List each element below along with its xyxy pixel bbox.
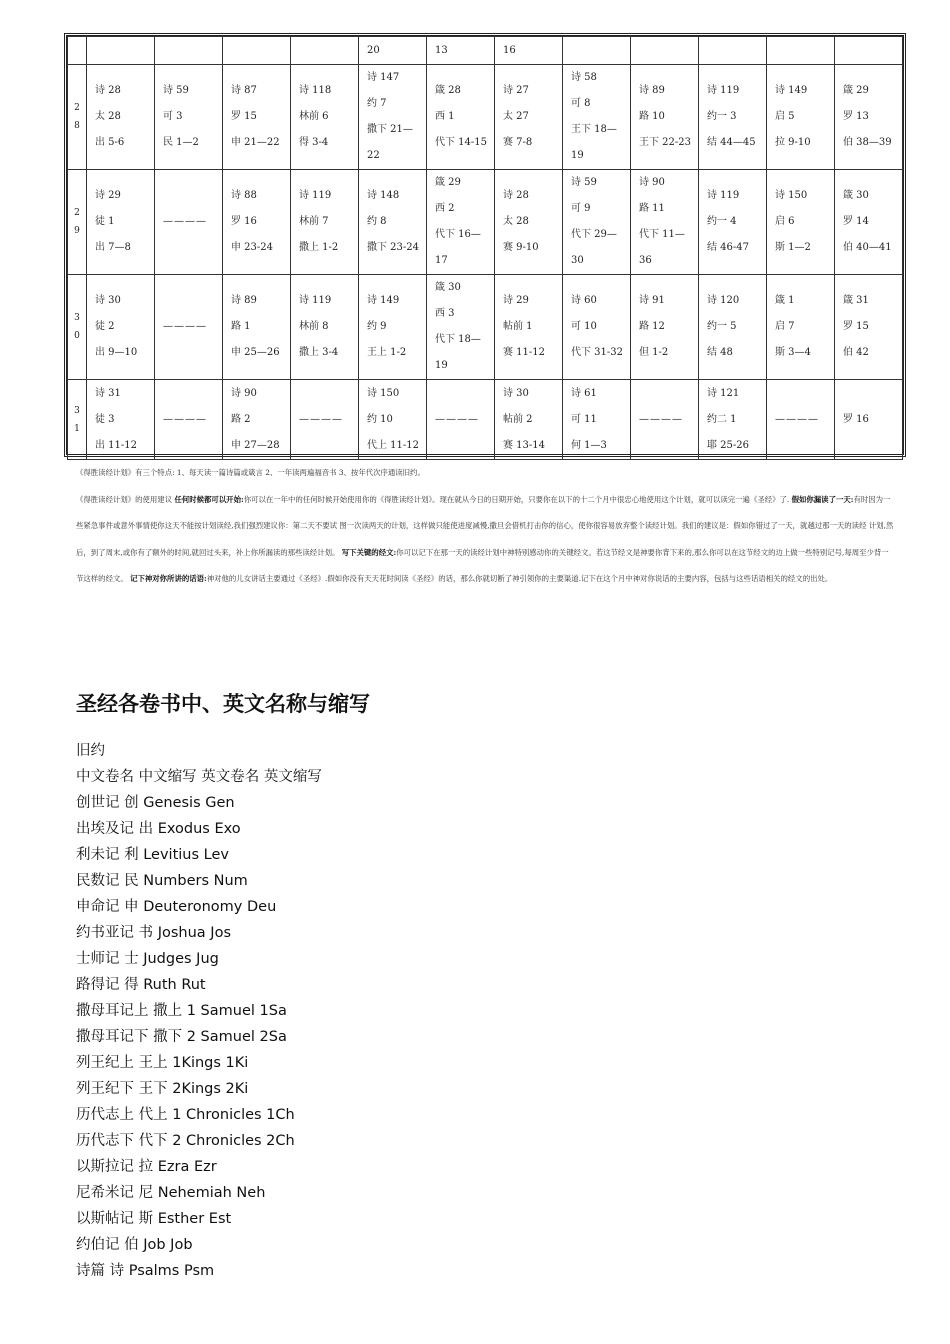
reading-line: 13 — [435, 44, 448, 56]
reading-cell — [223, 65, 291, 170]
book-chinese: 出埃及记 出 — [76, 821, 158, 837]
reading-line: 西 1 — [435, 111, 455, 122]
day-number: 2 8 — [68, 65, 87, 170]
book-chinese: 约书亚记 书 — [76, 925, 158, 941]
reading-line: 申 25—26 — [231, 347, 280, 358]
reading-line: 诗 89 — [639, 85, 665, 96]
reading-line: 罗 16 — [843, 413, 869, 425]
reading-cell — [359, 170, 427, 275]
reading-line: 约 7 — [367, 98, 387, 109]
reading-cell — [767, 380, 835, 460]
reading-cell — [699, 65, 767, 170]
reading-line: 箴 28 — [435, 85, 461, 96]
reading-cell — [223, 170, 291, 275]
reading-line: 徒 2 — [95, 321, 115, 332]
book-names-list — [76, 738, 322, 1284]
plan-row — [68, 275, 903, 380]
reading-cell — [699, 170, 767, 275]
reading-line: 箴 29 — [843, 85, 869, 96]
reading-line: 申 27—28 — [231, 439, 280, 451]
book-english: Exodus Exo — [157, 821, 241, 837]
reading-line: ———— — [163, 413, 207, 425]
reading-line: 箴 1 — [775, 295, 795, 306]
book-english: Esther Est — [157, 1211, 232, 1227]
list-header: 中文卷名 中文缩写 英文卷名 英文缩写 — [76, 769, 322, 785]
book-chinese: 士师记 士 — [76, 951, 144, 967]
reading-cell — [835, 37, 903, 65]
reading-line: 诗 91 — [639, 295, 665, 306]
reading-cell — [155, 275, 223, 380]
reading-line: 申 21—22 — [231, 137, 280, 148]
reading-line: 17 — [435, 255, 448, 266]
reading-line: 诗 28 — [503, 190, 529, 201]
reading-cell — [291, 65, 359, 170]
book-english: 2 Samuel 2Sa — [186, 1029, 287, 1045]
reading-line: 诗 27 — [503, 85, 529, 96]
reading-cell — [359, 37, 427, 65]
book-chinese: 民数记 民 — [76, 873, 144, 889]
start-anytime-text: 你可以在一年中的任何时候开始使用你的《得胜读经计划》。现在就从今日的日期开始，只要你在以下的十二个月中很忠心地使用这个计划，就可以读完一遍《圣经》了. — [243, 494, 792, 504]
reading-line: 路 12 — [639, 321, 665, 332]
reading-plan-table — [67, 36, 903, 460]
book-english: Nehemiah Neh — [157, 1185, 266, 1201]
reading-cell — [87, 380, 155, 460]
reading-line: 16 — [503, 44, 516, 56]
reading-line: 诗 29 — [95, 190, 121, 201]
reading-cell — [291, 37, 359, 65]
reading-line: 诗 149 — [367, 295, 400, 306]
reading-cell — [631, 170, 699, 275]
book-english: Ruth Rut — [143, 977, 206, 993]
reading-line: 罗 16 — [231, 216, 257, 227]
reading-line: 拉 9-10 — [775, 137, 811, 148]
reading-line: ———— — [775, 413, 819, 425]
reading-cell — [835, 170, 903, 275]
reading-cell — [631, 275, 699, 380]
reading-line: 西 2 — [435, 203, 455, 214]
book-row — [76, 1154, 322, 1180]
book-chinese: 以斯帖记 斯 — [76, 1211, 158, 1227]
reading-cell — [87, 275, 155, 380]
reading-cell — [699, 380, 767, 460]
reading-line: 出 7—8 — [95, 242, 131, 253]
reading-line: 帖前 1 — [503, 321, 533, 332]
reading-line: 代下 31-32 — [571, 347, 624, 358]
reading-cell — [495, 37, 563, 65]
reading-cell — [563, 380, 631, 460]
reading-line: 箴 30 — [435, 282, 461, 293]
reading-line: 王上 1-2 — [367, 347, 407, 358]
reading-cell — [87, 170, 155, 275]
reading-line: 路 10 — [639, 111, 665, 122]
section-title: 圣经各卷书中、英文名称与缩写 — [76, 692, 370, 716]
reading-line: 诗 118 — [299, 85, 332, 96]
day-number — [68, 37, 87, 65]
old-testament-label: 旧约 — [76, 743, 105, 759]
reading-cell — [223, 380, 291, 460]
reading-line: 路 11 — [639, 203, 665, 214]
reading-line: 诗 121 — [707, 387, 740, 399]
reading-line: 启 5 — [775, 111, 795, 122]
reading-line: 诗 28 — [95, 85, 121, 96]
reading-cell — [223, 275, 291, 380]
book-row — [76, 920, 322, 946]
reading-line: 诗 90 — [231, 387, 257, 399]
book-row — [76, 1102, 322, 1128]
reading-line: 诗 147 — [367, 72, 400, 83]
reading-line: 代下 11— — [639, 229, 685, 240]
reading-cell — [359, 65, 427, 170]
reading-line: 诗 60 — [571, 295, 597, 306]
reading-line: 太 28 — [95, 111, 121, 122]
reading-line: 19 — [435, 360, 448, 371]
reading-line: 约 9 — [367, 321, 387, 332]
book-english: Genesis Gen — [143, 795, 235, 811]
reading-line: 可 8 — [571, 98, 591, 109]
reading-line: 箴 30 — [843, 190, 869, 201]
book-english: 2 Chronicles 2Ch — [172, 1133, 295, 1149]
reading-line: 撒下 21— — [367, 124, 413, 135]
heading-key-verses: 写下关键的经文: — [341, 547, 397, 557]
reading-cell — [223, 37, 291, 65]
book-row — [76, 1232, 322, 1258]
record-words-text: 神对他的儿女讲话主要通过《圣经》.假如你没有天天花时间读《圣经》的话，那么你就切断了神引领你的主要渠道.记下在这个月中神对你说话的主要内容，包括与这些话语相关的经文的出处。 — [206, 574, 833, 583]
heading-record-words: 记下神对你所讲的话语: — [130, 574, 207, 583]
reading-line: 启 7 — [775, 321, 795, 332]
reading-line: ———— — [299, 413, 343, 425]
reading-line: 约一 5 — [707, 321, 737, 332]
reading-line: 诗 89 — [231, 295, 257, 306]
reading-cell — [767, 65, 835, 170]
reading-line: 约 8 — [367, 216, 387, 227]
reading-line: 赛 13-14 — [503, 439, 546, 451]
plan-row — [68, 380, 903, 460]
reading-cell — [767, 275, 835, 380]
day-number: 3 1 — [68, 380, 87, 460]
book-row — [76, 790, 322, 816]
reading-line: 撒下 23-24 — [367, 242, 420, 253]
reading-cell — [87, 37, 155, 65]
reading-line: 但 1-2 — [639, 347, 669, 358]
reading-line: 诗 61 — [571, 387, 597, 399]
reading-cell — [835, 380, 903, 460]
book-chinese: 创世记 创 — [76, 795, 144, 811]
book-chinese: 撒母耳记上 撒上 — [76, 1003, 187, 1019]
book-row — [76, 842, 322, 868]
book-english: Psalms Psm — [128, 1263, 215, 1279]
book-english: 1 Samuel 1Sa — [186, 1003, 287, 1019]
book-english: Ezra Ezr — [157, 1159, 217, 1175]
reading-line: 诗 149 — [775, 85, 808, 96]
book-chinese: 历代志上 代上 — [76, 1107, 173, 1123]
reading-cell — [291, 380, 359, 460]
reading-line: 帖前 2 — [503, 413, 533, 425]
book-row — [76, 1206, 322, 1232]
reading-cell — [563, 170, 631, 275]
heading-start-anytime: 任何时候都可以开始: — [174, 494, 244, 504]
book-chinese: 尼希米记 尼 — [76, 1185, 158, 1201]
reading-plan-table-frame — [64, 33, 906, 457]
book-row — [76, 972, 322, 998]
reading-cell — [427, 65, 495, 170]
reading-line: 可 10 — [571, 321, 597, 332]
reading-line: 19 — [571, 150, 584, 161]
reading-line: 撒上 3-4 — [299, 347, 339, 358]
book-english: 1Kings 1Ki — [172, 1055, 249, 1071]
book-chinese: 撒母耳记下 撒下 — [76, 1029, 187, 1045]
reading-line: 王下 22-23 — [639, 137, 692, 148]
reading-line: 结 46-47 — [707, 242, 750, 253]
book-chinese: 路得记 得 — [76, 977, 144, 993]
reading-cell — [495, 380, 563, 460]
day-number: 3 0 — [68, 275, 87, 380]
reading-line: 林前 6 — [299, 111, 329, 122]
reading-line: 申 23-24 — [231, 242, 274, 253]
reading-cell — [427, 170, 495, 275]
reading-line: 赛 9-10 — [503, 242, 539, 253]
reading-line: 22 — [367, 150, 380, 161]
reading-cell — [155, 37, 223, 65]
reading-line: 斯 3—4 — [775, 347, 811, 358]
book-chinese: 约伯记 伯 — [76, 1237, 144, 1253]
book-english: 1 Chronicles 1Ch — [172, 1107, 295, 1123]
reading-line: 罗 14 — [843, 216, 869, 227]
book-rows — [76, 790, 322, 1284]
reading-line: 诗 120 — [707, 295, 740, 306]
reading-cell — [495, 275, 563, 380]
reading-cell — [495, 170, 563, 275]
reading-cell — [87, 65, 155, 170]
book-english: 2Kings 2Ki — [172, 1081, 249, 1097]
reading-cell — [835, 65, 903, 170]
plan-notes — [76, 460, 896, 593]
reading-line: 诗 148 — [367, 190, 400, 201]
reading-line: 诗 150 — [775, 190, 808, 201]
heading-missed-day: 假如你漏读了一天: — [791, 494, 854, 504]
reading-line: 伯 38—39 — [843, 137, 892, 148]
reading-line: 代下 14-15 — [435, 137, 488, 148]
reading-line: 太 27 — [503, 111, 529, 122]
reading-cell — [631, 65, 699, 170]
reading-line: 可 3 — [163, 111, 183, 122]
reading-line: 结 48 — [707, 347, 733, 358]
reading-cell — [563, 37, 631, 65]
reading-line: 诗 90 — [639, 177, 665, 188]
reading-line: 诗 58 — [571, 72, 597, 83]
book-english: Job Job — [143, 1237, 193, 1253]
book-row — [76, 1024, 322, 1050]
day-number: 2 9 — [68, 170, 87, 275]
book-english: Judges Jug — [143, 951, 219, 967]
reading-line: 罗 15 — [843, 321, 869, 332]
book-chinese: 利未记 利 — [76, 847, 144, 863]
book-chinese: 诗篇 诗 — [76, 1263, 129, 1279]
book-row — [76, 998, 322, 1024]
reading-line: 路 1 — [231, 321, 251, 332]
reading-line: 诗 29 — [503, 295, 529, 306]
plan-features: 《得胜读经计划》有三个特点: 1、每天读一篇诗篇或箴言 2、一年读两遍福音书 3、按年代次序通读旧约。 — [76, 468, 425, 477]
reading-line: 箴 29 — [435, 177, 461, 188]
reading-line: ———— — [435, 413, 479, 425]
plan-row — [68, 170, 903, 275]
book-english: Joshua Jos — [157, 925, 231, 941]
reading-line: ———— — [163, 216, 207, 227]
reading-line: 约 10 — [367, 413, 393, 425]
reading-line: 可 11 — [571, 413, 597, 425]
reading-line: 30 — [571, 255, 584, 266]
reading-line: 民 1—2 — [163, 137, 199, 148]
reading-cell — [563, 275, 631, 380]
reading-line: 何 1—3 — [571, 439, 607, 451]
reading-line: 约一 4 — [707, 216, 737, 227]
reading-cell — [427, 380, 495, 460]
book-chinese: 列王纪上 王上 — [76, 1055, 173, 1071]
reading-line: 结 44—45 — [707, 137, 756, 148]
reading-line: 36 — [639, 255, 652, 266]
usage-intro: 《得胜读经计划》的使用建议 — [76, 494, 175, 504]
book-chinese: 申命记 申 — [76, 899, 144, 915]
reading-cell — [495, 65, 563, 170]
reading-line: 代下 18— — [435, 334, 481, 345]
reading-cell — [427, 275, 495, 380]
reading-cell — [563, 65, 631, 170]
reading-cell — [155, 65, 223, 170]
reading-line: 约一 3 — [707, 111, 737, 122]
reading-line: 王下 18— — [571, 124, 617, 135]
reading-cell — [699, 275, 767, 380]
reading-line: 可 9 — [571, 203, 591, 214]
reading-cell — [359, 380, 427, 460]
reading-line: 伯 42 — [843, 347, 869, 358]
reading-line: 耶 25-26 — [707, 439, 750, 451]
reading-line: 诗 30 — [503, 387, 529, 399]
reading-cell — [699, 37, 767, 65]
reading-line: 路 2 — [231, 413, 251, 425]
reading-line: 撒上 1-2 — [299, 242, 339, 253]
reading-line: 徒 3 — [95, 413, 115, 425]
reading-cell — [155, 380, 223, 460]
plan-row — [68, 65, 903, 170]
reading-line: 西 3 — [435, 308, 455, 319]
reading-line: 诗 87 — [231, 85, 257, 96]
reading-line: 诗 59 — [571, 177, 597, 188]
book-row — [76, 1128, 322, 1154]
missed-day-text: 有时因为一些紧急事件或意外事情使你这天不能按计划读经,我们强烈建议你：第二天不要试 图一次读两天的计划，这样做只能使进度减慢,撒旦会借机打击你的信心，使你很容易放弃整个读经计划。我们的建议是：假如你错过了一天，就越过那一天的读经 计划,然后，到了周末,或你有了额外的时间,就回过头来，补上你所漏读的那些读经计划。 — [76, 494, 894, 557]
reading-line: 代下 16— — [435, 229, 481, 240]
plan-usage-notes — [76, 487, 896, 593]
book-english: Levitius Lev — [143, 847, 229, 863]
reading-cell — [291, 275, 359, 380]
reading-cell — [631, 380, 699, 460]
book-row — [76, 1050, 322, 1076]
book-chinese: 以斯拉记 拉 — [76, 1159, 158, 1175]
reading-line: 诗 88 — [231, 190, 257, 201]
reading-line: 赛 11-12 — [503, 347, 546, 358]
reading-line: 林前 8 — [299, 321, 329, 332]
reading-line: 徒 1 — [95, 216, 115, 227]
reading-line: 代下 29— — [571, 229, 617, 240]
reading-line: 代上 11-12 — [367, 439, 420, 451]
book-row — [76, 1180, 322, 1206]
book-chinese: 列王纪下 王下 — [76, 1081, 173, 1097]
reading-line: 赛 7-8 — [503, 137, 533, 148]
reading-line: 诗 119 — [707, 190, 740, 201]
key-verses-text: 你可以记下在那一天的读经计划中神特别感动你的关键经文。若这节经文是神要你背下来的,那么你可以在这节经文的边上做一些特别记号,每周至少背一节这样的经文。 — [76, 547, 889, 583]
reading-cell — [427, 37, 495, 65]
reading-cell — [835, 275, 903, 380]
reading-cell — [767, 37, 835, 65]
reading-line: 20 — [367, 44, 380, 56]
book-row — [76, 868, 322, 894]
reading-line: 出 5-6 — [95, 137, 125, 148]
reading-line: 诗 119 — [299, 190, 332, 201]
reading-line: 诗 59 — [163, 85, 189, 96]
reading-line: 诗 119 — [707, 85, 740, 96]
reading-line: 箴 31 — [843, 295, 869, 306]
reading-line: 约二 1 — [707, 413, 737, 425]
reading-line: 诗 119 — [299, 295, 332, 306]
reading-line: 出 9—10 — [95, 347, 138, 358]
reading-line: 太 28 — [503, 216, 529, 227]
plan-row — [68, 37, 903, 65]
book-row — [76, 894, 322, 920]
reading-line: 出 11-12 — [95, 439, 138, 451]
reading-line: 诗 30 — [95, 295, 121, 306]
reading-line: 诗 150 — [367, 387, 400, 399]
book-row — [76, 1076, 322, 1102]
reading-cell — [631, 37, 699, 65]
reading-cell — [359, 275, 427, 380]
reading-line: ———— — [639, 413, 683, 425]
book-row — [76, 816, 322, 842]
book-row — [76, 946, 322, 972]
reading-line: 伯 40—41 — [843, 242, 892, 253]
reading-cell — [155, 170, 223, 275]
reading-cell — [291, 170, 359, 275]
reading-line: 诗 31 — [95, 387, 121, 399]
book-row — [76, 1258, 322, 1284]
reading-line: 启 6 — [775, 216, 795, 227]
reading-line: ———— — [163, 321, 207, 332]
reading-line: 林前 7 — [299, 216, 329, 227]
reading-cell — [767, 170, 835, 275]
book-english: Numbers Num — [143, 873, 248, 889]
reading-line: 罗 15 — [231, 111, 257, 122]
reading-line: 斯 1—2 — [775, 242, 811, 253]
reading-line: 罗 13 — [843, 111, 869, 122]
book-english: Deuteronomy Deu — [143, 899, 277, 915]
book-chinese: 历代志下 代下 — [76, 1133, 173, 1149]
reading-line: 得 3-4 — [299, 137, 329, 148]
